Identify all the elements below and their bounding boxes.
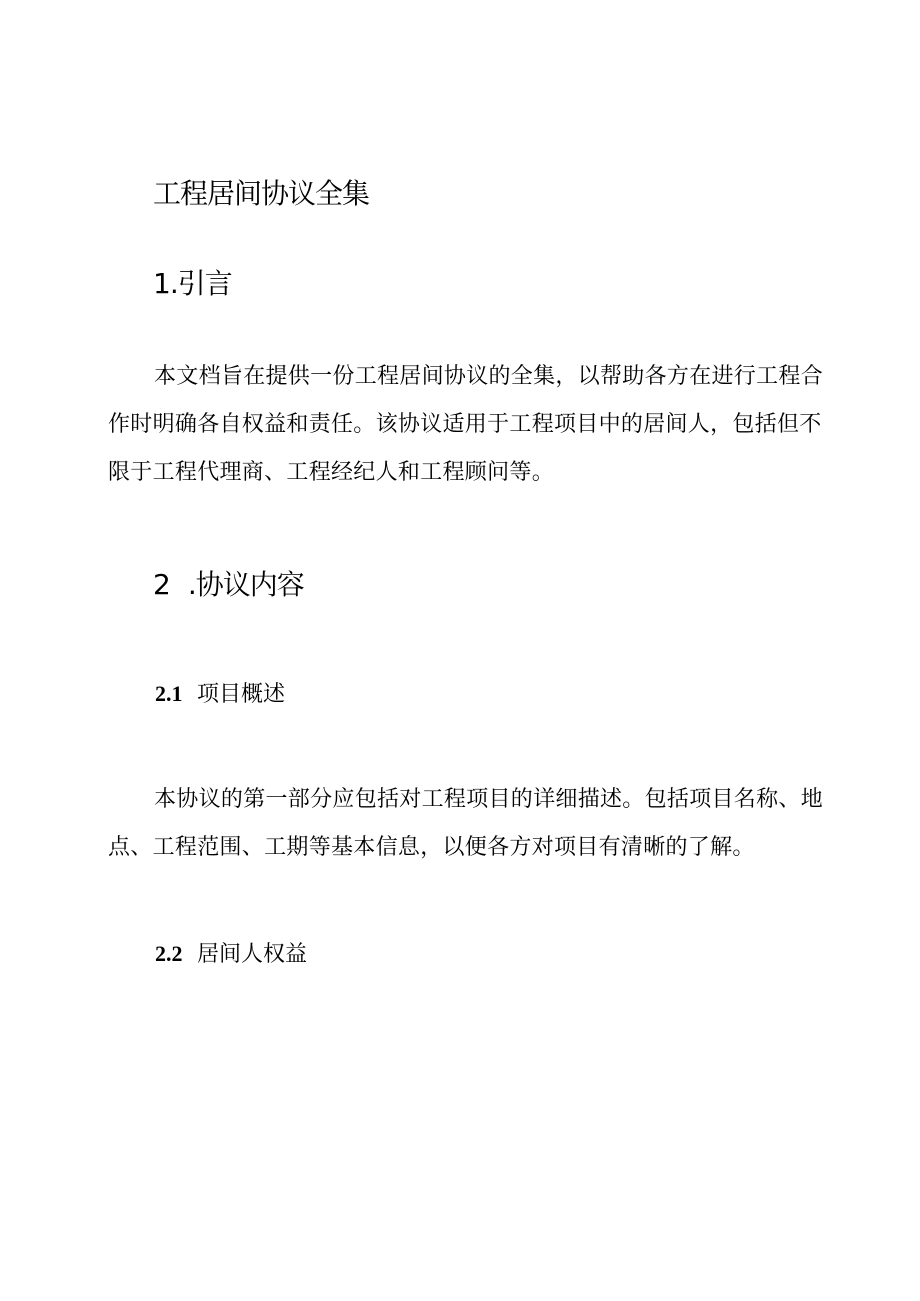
document-title: 工程居间协议全集 (153, 177, 370, 210)
subsection-title: 居间人权益 (197, 942, 308, 967)
subsection-title: 项目概述 (197, 682, 286, 707)
subsection-heading-project-overview (155, 677, 285, 712)
section-heading-introduction (153, 262, 232, 306)
section-number: 1. (153, 267, 178, 300)
section-heading-agreement-content (153, 563, 304, 607)
introduction-paragraph: 本文档旨在提供一份工程居间协议的全集，以帮助各方在进行工程合作时明确各自权益和责任。该协议适用于工程项目中的居间人，包括但不限于工程代理商、工程经纪人和工程顾问等。 (108, 364, 824, 485)
project-overview-paragraph: 本协议的第一部分应包括对工程项目的详细描述。包括项目名称、地点、工程范围、工期等基本信息，以便各方对项目有清晰的了解。 (108, 787, 824, 860)
section-title: .协议内容 (187, 568, 304, 601)
section-title: 引言 (177, 267, 232, 300)
subsection-number: 2.2 (155, 941, 183, 966)
section-number: 2 (153, 568, 170, 601)
subsection-heading-broker-rights (155, 937, 307, 972)
subsection-number: 2.1 (155, 681, 183, 706)
